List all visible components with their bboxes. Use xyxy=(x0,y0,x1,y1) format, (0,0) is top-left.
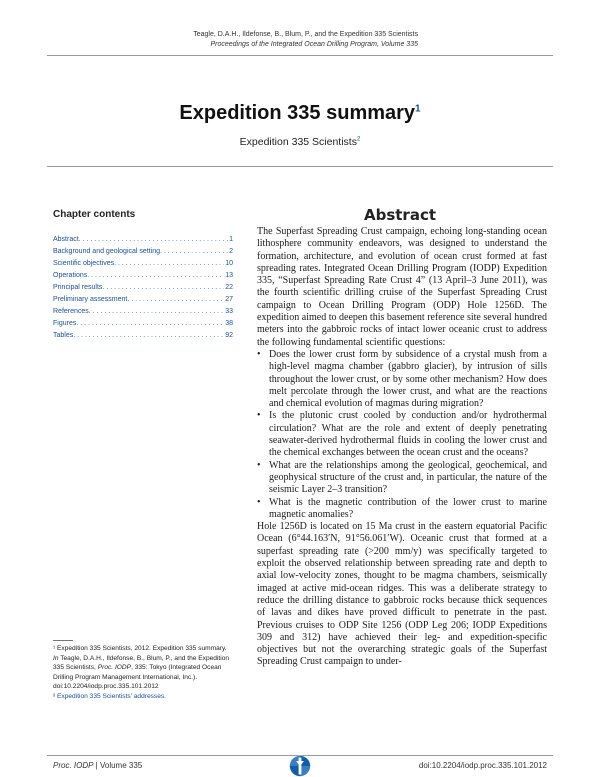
toc-item-background[interactable] xyxy=(53,246,233,258)
toc-item-label: Operations xyxy=(53,272,88,279)
toc-item-page: 22 xyxy=(225,284,233,291)
chapter-contents-list xyxy=(53,234,233,342)
title-rule xyxy=(47,166,553,167)
abstract-intro: The Superfast Spreading Crust campaign, echoing long-standing ocean lithosphere community endeavors, was designed to understand the formation, architecture, and evolution of ocean crust formed at fast spreading rates. Integrated Ocean Drilling Program (IODP) Expedition 335, “Superfast Spreading Rate Crust 4” (13 April–3 June 2011), was the fourth scientific drilling cruise of the Superfast Spreading Crust campaign to Ocean Drilling Program (ODP) Hole 1256D. The expedition aimed to deepen this basement reference site several hundred meters into the gabbroic rocks of intact lower oceanic crust to address the following fundamental scientific questions: xyxy=(257,226,547,348)
toc-item-abstract[interactable] xyxy=(53,234,233,246)
toc-item-label: Background and geological setting xyxy=(53,248,161,255)
toc-item-figures[interactable] xyxy=(53,318,233,330)
toc-item-objectives[interactable] xyxy=(53,258,233,270)
footnotes xyxy=(53,644,233,701)
toc-item-label: Abstract xyxy=(53,236,79,243)
iodp-logo-icon xyxy=(289,755,311,777)
abstract-bullet: • What is the magnetic contribution of the lower crust to marine magnetic anomalies? xyxy=(257,497,547,522)
toc-item-page: 92 xyxy=(225,332,233,339)
page-title-text: Expedition 335 summary xyxy=(179,102,416,124)
addresses-link[interactable]: Expedition 335 Scientists’ addresses. xyxy=(57,692,167,700)
abstract-body xyxy=(257,226,547,669)
toc-item-page: 38 xyxy=(225,320,233,327)
toc-item-label: Preliminary assessment xyxy=(53,296,128,303)
toc-item-operations[interactable] xyxy=(53,270,233,282)
byline xyxy=(0,136,600,148)
chapter-contents-heading: Chapter contents xyxy=(53,209,136,220)
toc-item-label: Figures xyxy=(53,320,77,327)
toc-item-references[interactable] xyxy=(53,306,233,318)
footnote-doi: doi:10.2204/iodp.proc.335.101.2012 xyxy=(53,683,159,690)
toc-item-label: Principal results xyxy=(53,284,103,291)
abstract-questions xyxy=(257,349,547,521)
footnote-rule xyxy=(53,640,73,641)
header-proceedings: Proceedings of the Integrated Ocean Drilling Program, Volume 335 xyxy=(210,41,418,48)
abstract-bullet: • Does the lower crust form by subsidence of a crystal mush from a high-level magma chamber (gabbro glacier), by intrusion of sills throughout the lower crust, or by some other mechanism? How does melt percolate through the lower crust, and what are the reactions and chemical evolution of magmas during migration? xyxy=(257,349,547,410)
title-footnote-ref[interactable]: 1 xyxy=(415,103,421,115)
header-authors: Teagle, D.A.H., Ildefonse, B., Blum, P., and the Expedition 335 Scientists xyxy=(193,31,418,38)
abstract-heading: Abstract xyxy=(363,206,437,224)
byline-text: Expedition 335 Scientists xyxy=(239,136,357,148)
toc-item-assessment[interactable] xyxy=(53,294,233,306)
footer-doi: doi:10.2204/iodp.proc.335.101.2012 xyxy=(418,761,547,770)
toc-item-tables[interactable] xyxy=(53,330,233,342)
footer-journal: Proc. IODP | Volume 335 xyxy=(53,761,143,770)
byline-footnote-ref[interactable]: 2 xyxy=(356,136,361,143)
footnote-1: ¹ Expedition 335 Scientists, 2012. Expedition 335 summary. In Teagle, D.A.H., Ildefonse, B., Blum, P., and the Expedition 335 Scientists, Proc. IODP, 335: Tokyo (Integrated Ocean Drilling Program Management International, Inc.). doi:10.2204/iodp.proc.335.101.2012 xyxy=(53,645,230,690)
toc-item-label: Scientific objectives xyxy=(53,260,115,267)
abstract-bullet: • Is the plutonic crust cooled by conduction and/or hydrothermal circulation? What are the role and extent of deeply penetrating seawater-derived hydrothermal fluids in cooling the lower crust and the chemical exchanges between the ocean crust and the oceans? xyxy=(257,410,547,459)
abstract-closing: Hole 1256D is located on 15 Ma crust in the eastern equatorial Pacific Ocean (6°44.163′N, 91°56.061′W). Oceanic crust that formed at a superfast spreading rate (>200 mm/y) was specifically targeted to exploit the observed relationship between spreading rate and depth to axial low-velocity zones, thought to be magma chambers, seismically imaged at active mid-ocean ridges. This was a deliberate strategy to reduce the drilling distance to gabbroic rocks because thick sequences of lavas and dikes have proved difficult to penetrate in the past. Previous cruises to ODP Site 1256 (ODP Leg 206; IODP Expeditions 309 and 312) have achieved their leg- and expedition-specific objectives but not the overarching strategic goals of the Superfast Spreading Crust campaign to under- xyxy=(257,521,547,668)
top-rule xyxy=(47,55,553,56)
toc-item-page: 33 xyxy=(225,308,233,315)
toc-item-page: 10 xyxy=(225,260,233,267)
page-title xyxy=(0,102,600,125)
toc-item-label: References xyxy=(53,308,89,315)
toc-item-results[interactable] xyxy=(53,282,233,294)
running-header xyxy=(193,30,418,50)
toc-item-page: 13 xyxy=(225,272,233,279)
toc-item-label: Tables xyxy=(53,332,74,339)
toc-item-page: 27 xyxy=(225,296,233,303)
footnote-2: ² Expedition 335 Scientists’ addresses. xyxy=(53,692,167,700)
toc-item-page: 2 xyxy=(229,248,233,255)
abstract-bullet: • What are the relationships among the geological, geochemical, and geophysical structure of the crust and, in particular, the nature of the seismic Layer 2–3 transition? xyxy=(257,460,547,497)
toc-item-page: 1 xyxy=(229,236,233,243)
